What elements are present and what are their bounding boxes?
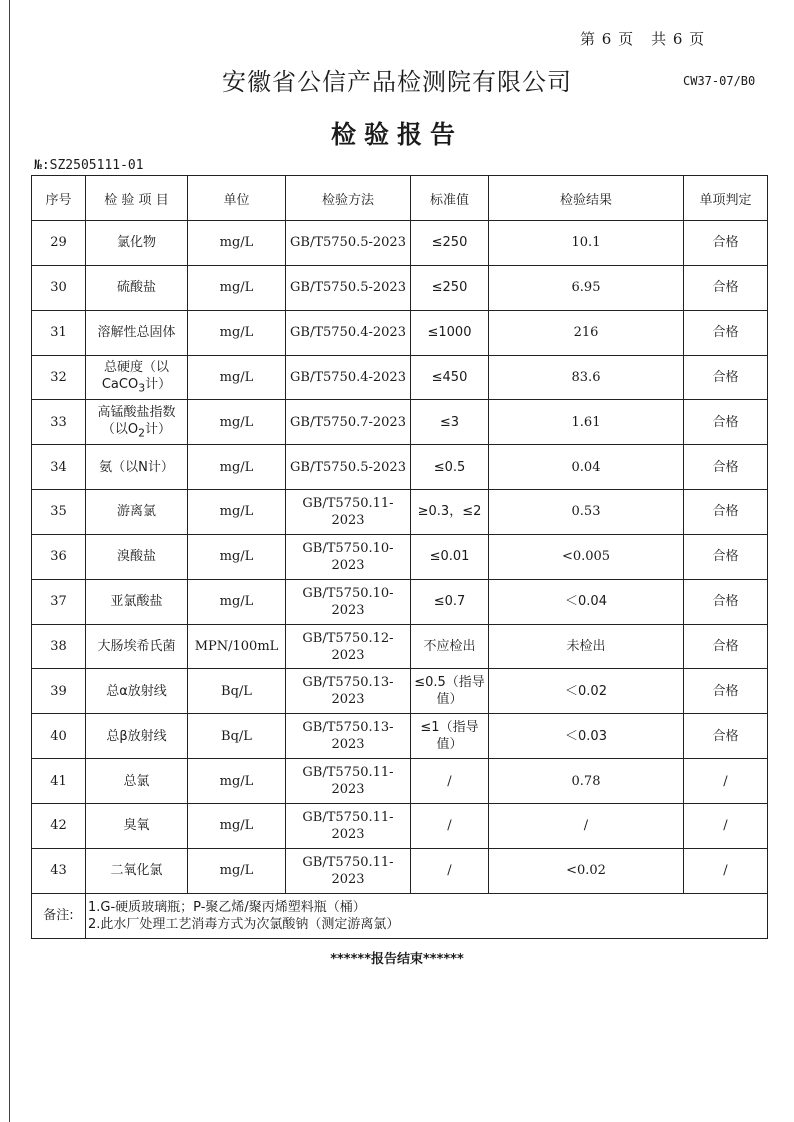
test-result: 6.95 [489,265,684,310]
test-result: 0.53 [489,490,684,535]
table-header-row [32,176,768,221]
standard-value-line1: ≤0.5（指导 [414,675,485,691]
table-row [32,400,768,445]
test-method: GB/T5750.11-2023 [286,803,411,848]
table-row [32,490,768,535]
test-item: 游离氯 [86,490,188,535]
row-number: 32 [32,355,86,400]
test-item-suffix: 计） [145,376,172,392]
page-number [580,28,704,49]
row-number: 29 [32,221,86,266]
standard-value-line1: ≤1（指导 [420,720,479,736]
test-item [86,355,188,400]
test-method: GB/T5750.5-2023 [286,445,411,490]
row-number: 35 [32,490,86,535]
unit: mg/L [188,490,286,535]
judgement: 合格 [684,221,768,266]
test-method: GB/T5750.10-2023 [286,579,411,624]
column-header: 标准值 [411,176,489,221]
note-line-2: 2.此水厂处理工艺消毒方式为次氯酸钠（测定游离氯） [88,916,400,932]
judgement: 合格 [684,355,768,400]
row-number: 39 [32,669,86,714]
test-method: GB/T5750.12-2023 [286,624,411,669]
test-item-formula: （以O [101,421,139,437]
company-name: 安徽省公信产品检测院有限公司 [222,68,572,96]
test-item [86,400,188,445]
report-number: №:SZ2505111-01 [34,158,144,173]
judgement: 合格 [684,400,768,445]
test-method: GB/T5750.13-2023 [286,669,411,714]
row-number: 31 [32,310,86,355]
table-row [32,624,768,669]
judgement: / [684,759,768,804]
test-item: 溶解性总固体 [86,310,188,355]
test-item-line1: 高锰酸盐指数 [97,404,176,420]
test-result: 1.61 [489,400,684,445]
column-header: 单项判定 [684,176,768,221]
unit: mg/L [188,400,286,445]
document-code: CW37-07/B0 [683,74,756,88]
judgement: 合格 [684,714,768,759]
standard-value: / [411,848,489,893]
row-number: 41 [32,759,86,804]
notes-content [86,893,768,938]
inspection-results-table [31,175,768,939]
row-number: 43 [32,848,86,893]
test-item-subscript: 2 [138,426,146,440]
standard-value: / [411,803,489,848]
standard-value: ≤0.5 [411,445,489,490]
table-row [32,445,768,490]
standard-value: / [411,759,489,804]
unit: mg/L [188,579,286,624]
test-method: GB/T5750.11-2023 [286,759,411,804]
table-row [32,265,768,310]
test-item: 总β放射线 [86,714,188,759]
judgement: 合格 [684,265,768,310]
test-method: GB/T5750.11-2023 [286,490,411,535]
judgement: 合格 [684,310,768,355]
unit: mg/L [188,848,286,893]
row-number: 37 [32,579,86,624]
test-result: ＜0.04 [489,579,684,624]
test-result: 216 [489,310,684,355]
standard-value-line2: 值） [436,737,463,753]
unit: mg/L [188,221,286,266]
standard-value: ≤3 [411,400,489,445]
unit: MPN/100mL [188,624,286,669]
judgement: 合格 [684,624,768,669]
row-number: 38 [32,624,86,669]
test-method: GB/T5750.4-2023 [286,310,411,355]
unit: mg/L [188,534,286,579]
test-item-subscript: 3 [138,381,146,395]
test-result: 10.1 [489,221,684,266]
row-number: 36 [32,534,86,579]
test-result: 0.04 [489,445,684,490]
test-result: ＜0.03 [489,714,684,759]
standard-value-line2: 值） [436,692,463,708]
unit: mg/L [188,265,286,310]
judgement: / [684,803,768,848]
unit: mg/L [188,310,286,355]
test-item: 亚氯酸盐 [86,579,188,624]
standard-value: ≤0.7 [411,579,489,624]
judgement: 合格 [684,445,768,490]
table-row [32,848,768,893]
test-method: GB/T5750.5-2023 [286,265,411,310]
test-result: ＜0.02 [489,669,684,714]
test-method: GB/T5750.5-2023 [286,221,411,266]
report-end-marker: ******报告结束****** [330,952,464,967]
test-item: 溴酸盐 [86,534,188,579]
judgement: 合格 [684,534,768,579]
column-header: 检验方法 [286,176,411,221]
unit: mg/L [188,355,286,400]
test-item-line1: 总硬度（以 [103,359,169,375]
standard-value: 不应检出 [411,624,489,669]
test-item: 臭氧 [86,803,188,848]
standard-value: ≤450 [411,355,489,400]
test-item: 硫酸盐 [86,265,188,310]
table-row [32,355,768,400]
unit: Bq/L [188,669,286,714]
test-item: 氯化物 [86,221,188,266]
test-item: 总α放射线 [86,669,188,714]
standard-value: ≤250 [411,265,489,310]
page-current: 第 6 页 [580,30,634,48]
table-row [32,803,768,848]
table-row [32,310,768,355]
standard-value: ≤250 [411,221,489,266]
test-method: GB/T5750.7-2023 [286,400,411,445]
test-result: <0.02 [489,848,684,893]
test-item-suffix: 计） [145,421,172,437]
table-row [32,221,768,266]
standard-value [411,714,489,759]
notes-label: 备注: [32,893,86,938]
column-header: 序号 [32,176,86,221]
judgement: 合格 [684,579,768,624]
table-row [32,759,768,804]
row-number: 42 [32,803,86,848]
test-method: GB/T5750.11-2023 [286,848,411,893]
unit: Bq/L [188,714,286,759]
standard-value: ≤0.01 [411,534,489,579]
standard-value: ≥0.3，≤2 [411,490,489,535]
test-result: 未检出 [489,624,684,669]
standard-value [411,669,489,714]
table-row [32,534,768,579]
report-title: 检验报告 [330,120,463,149]
unit: mg/L [188,445,286,490]
table-row [32,579,768,624]
judgement: / [684,848,768,893]
row-number: 30 [32,265,86,310]
judgement: 合格 [684,490,768,535]
table-row [32,669,768,714]
column-header: 检 验 项 目 [86,176,188,221]
test-result: <0.005 [489,534,684,579]
note-line-1: 1.G-硬质玻璃瓶；P-聚乙烯/聚丙烯塑料瓶（桶） [88,899,366,915]
test-item: 总氯 [86,759,188,804]
row-number: 33 [32,400,86,445]
column-header: 单位 [188,176,286,221]
page-total: 共 6 页 [651,30,705,48]
test-method: GB/T5750.13-2023 [286,714,411,759]
unit: mg/L [188,759,286,804]
standard-value: ≤1000 [411,310,489,355]
test-item: 氨（以N计） [86,445,188,490]
test-item-formula: CaCO [101,376,139,392]
test-result: 83.6 [489,355,684,400]
table-row [32,714,768,759]
test-item: 大肠埃希氏菌 [86,624,188,669]
test-method: GB/T5750.10-2023 [286,534,411,579]
test-result: 0.78 [489,759,684,804]
test-item: 二氧化氯 [86,848,188,893]
test-method: GB/T5750.4-2023 [286,355,411,400]
row-number: 40 [32,714,86,759]
row-number: 34 [32,445,86,490]
judgement: 合格 [684,669,768,714]
notes-row [32,893,768,938]
unit: mg/L [188,803,286,848]
test-result: / [489,803,684,848]
column-header: 检验结果 [489,176,684,221]
